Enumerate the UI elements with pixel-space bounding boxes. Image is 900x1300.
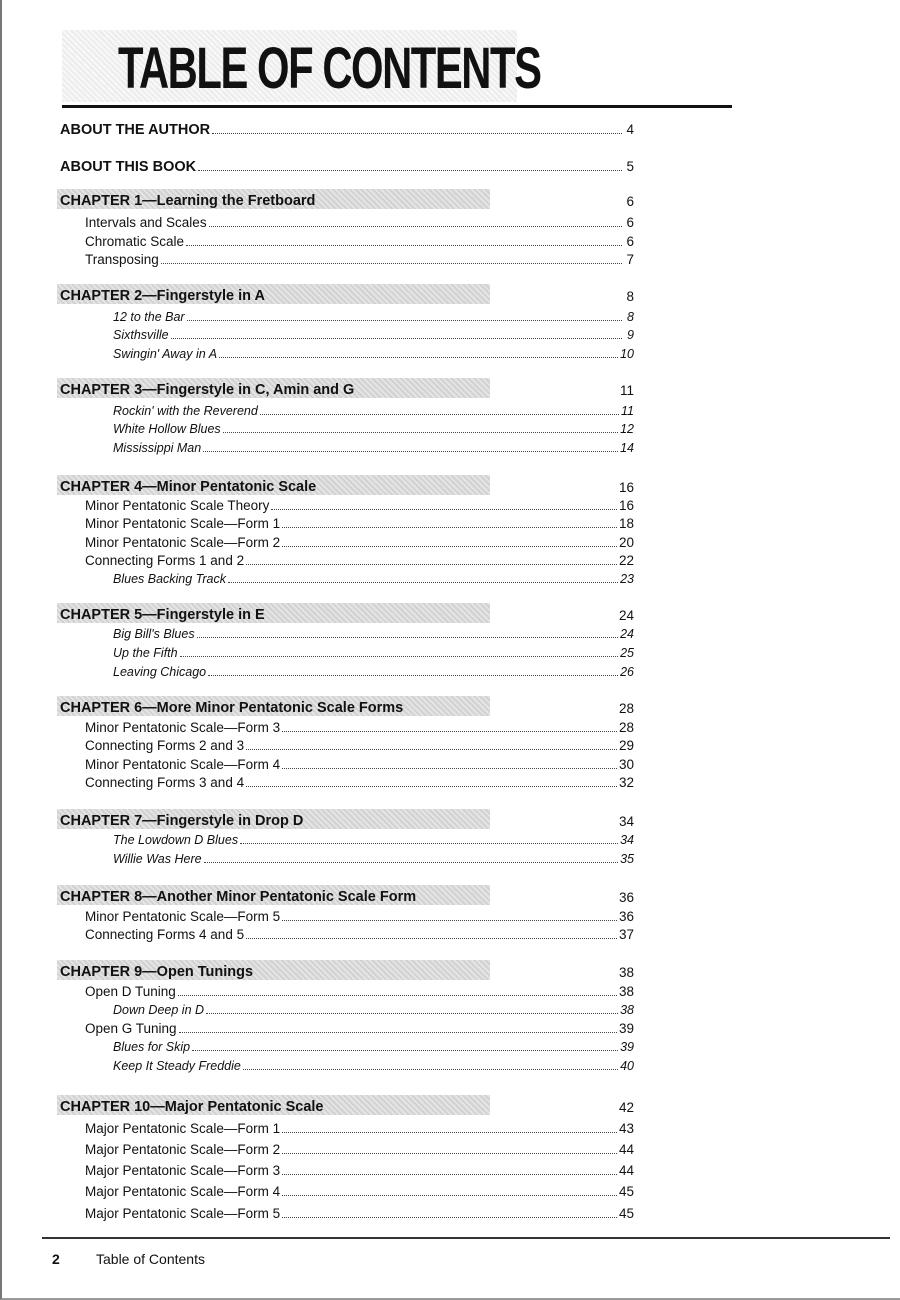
toc-entry-label: Down Deep in D	[113, 1003, 205, 1017]
toc-entry[interactable]	[85, 753, 634, 773]
toc-entry-page: 12	[620, 422, 634, 436]
dot-leader	[206, 1013, 618, 1014]
toc-entry-label: Major Pentatonic Scale—Form 1	[85, 1121, 281, 1136]
toc-entry[interactable]	[85, 211, 634, 231]
toc-entry-label: Connecting Forms 3 and 4	[85, 775, 245, 790]
toc-entry[interactable]	[85, 1180, 634, 1200]
dot-leader	[282, 731, 617, 732]
toc-entry-page: 28	[618, 701, 634, 716]
toc-entry-label: Minor Pentatonic Scale—Form 2	[85, 535, 281, 550]
toc-chapter-entry[interactable]	[60, 379, 634, 399]
toc-entry-page: 37	[618, 927, 634, 942]
toc-entry-page: 26	[620, 665, 634, 679]
toc-entry-page: 40	[620, 1059, 634, 1073]
toc-entry-label: Mississippi Man	[113, 441, 202, 455]
toc-entry[interactable]	[85, 531, 634, 551]
dot-leader	[240, 843, 618, 844]
toc-chapter-entry[interactable]	[60, 697, 634, 717]
toc-entry-page: 11	[621, 404, 634, 418]
dot-leader	[223, 432, 618, 433]
toc-entry-page: 35	[620, 852, 634, 866]
dot-leader	[260, 414, 619, 415]
toc-entry-label: CHAPTER 6—More Minor Pentatonic Scale Forms	[60, 700, 404, 716]
toc-entry[interactable]	[85, 494, 634, 514]
dot-leader	[246, 564, 617, 565]
toc-entry-page: 36	[618, 890, 634, 905]
toc-entry[interactable]	[113, 998, 634, 1018]
toc-entry-page: 6	[626, 215, 634, 230]
toc-entry[interactable]	[85, 549, 634, 569]
toc-entry-page: 6	[626, 234, 634, 249]
toc-entry[interactable]	[113, 417, 634, 437]
toc-entry-page: 9	[627, 328, 634, 342]
toc-entry-page: 38	[620, 1003, 634, 1017]
toc-entry[interactable]	[60, 155, 634, 175]
dot-leader	[178, 995, 617, 996]
toc-entry-label: CHAPTER 3—Fingerstyle in C, Amin and G	[60, 382, 355, 398]
toc-entry-label: CHAPTER 9—Open Tunings	[60, 964, 254, 980]
toc-entry-label: CHAPTER 7—Fingerstyle in Drop D	[60, 813, 304, 829]
dot-leader	[282, 768, 617, 769]
toc-entry-label: The Lowdown D Blues	[113, 833, 239, 847]
toc-chapter-entry[interactable]	[60, 190, 634, 210]
toc-entry-page: 14	[620, 441, 634, 455]
toc-entry-label: Transposing	[85, 252, 159, 267]
toc-entry-page: 24	[618, 608, 634, 623]
dot-leader	[212, 133, 622, 134]
toc-entry-label: Willie Was Here	[113, 852, 202, 866]
toc-entry-label: Leaving Chicago	[113, 665, 207, 679]
toc-entry-page: 44	[618, 1163, 634, 1178]
toc-entry-label: Minor Pentatonic Scale—Form 5	[85, 909, 281, 924]
toc-entry-page: 7	[626, 252, 634, 267]
toc-entry[interactable]	[113, 1035, 634, 1055]
toc-entry-label: Swingin' Away in A	[113, 347, 218, 361]
toc-entry-label: Major Pentatonic Scale—Form 4	[85, 1184, 281, 1199]
dot-leader	[187, 320, 622, 321]
toc-entry[interactable]	[113, 660, 634, 680]
dot-leader	[246, 749, 617, 750]
toc-entry[interactable]	[85, 512, 634, 532]
toc-entry[interactable]	[85, 1017, 634, 1037]
toc-entry-page: 29	[618, 738, 634, 753]
toc-entry-page: 25	[620, 646, 634, 660]
toc-entry[interactable]	[85, 230, 634, 250]
toc-chapter-entry[interactable]	[60, 604, 634, 624]
toc-entry-page: 42	[618, 1100, 634, 1115]
toc-chapter-entry[interactable]	[60, 810, 634, 830]
toc-entry-page: 45	[618, 1206, 634, 1221]
toc-entry-page: 8	[626, 289, 634, 304]
toc-entry[interactable]	[85, 248, 634, 268]
dot-leader	[179, 1032, 617, 1033]
toc-entry[interactable]	[85, 1202, 634, 1222]
dot-leader	[246, 786, 617, 787]
toc-entry-label: Minor Pentatonic Scale Theory	[85, 498, 270, 513]
toc-entry[interactable]	[85, 771, 634, 791]
dot-leader	[219, 357, 618, 358]
toc-entry[interactable]	[113, 847, 634, 867]
toc-entry-label: CHAPTER 2—Fingerstyle in A	[60, 288, 265, 304]
page-title: TABLE OF CONTENTS	[118, 36, 541, 101]
dot-leader	[171, 338, 622, 339]
toc-entry-page: 34	[618, 814, 634, 829]
toc-entry[interactable]	[85, 905, 634, 925]
toc-entry[interactable]	[85, 716, 634, 736]
toc-entry-label: Rockin' with the Reverend	[113, 404, 258, 418]
dot-leader	[282, 920, 617, 921]
toc-entry-page: 24	[620, 627, 634, 641]
dot-leader	[282, 1132, 617, 1133]
toc-entry-label: Chromatic Scale	[85, 234, 185, 249]
toc-entry[interactable]	[113, 342, 634, 362]
toc-entry-label: CHAPTER 10—Major Pentatonic Scale	[60, 1099, 324, 1115]
toc-entry[interactable]	[113, 436, 634, 456]
toc-entry-page: 5	[626, 159, 634, 174]
toc-entry-page: 36	[618, 909, 634, 924]
toc-entry-label: Up the Fifth	[113, 646, 178, 660]
toc-entry[interactable]	[113, 641, 634, 661]
toc-entry-page: 20	[618, 535, 634, 550]
toc-entry-label: Blues for Skip	[113, 1040, 191, 1054]
dot-leader	[246, 938, 617, 939]
dot-leader	[282, 527, 617, 528]
toc-entry[interactable]	[85, 1159, 634, 1179]
toc-chapter-entry[interactable]	[60, 1096, 634, 1116]
toc-entry-label: White Hollow Blues	[113, 422, 221, 436]
toc-entry-label: Big Bill's Blues	[113, 627, 195, 641]
toc-entry-page: 16	[618, 480, 634, 495]
toc-entry-page: 32	[618, 775, 634, 790]
dot-leader	[197, 637, 619, 638]
toc-entry[interactable]	[113, 567, 634, 587]
toc-entry[interactable]	[113, 399, 634, 419]
toc-entry-label: Major Pentatonic Scale—Form 2	[85, 1142, 281, 1157]
toc-entry-page: 8	[627, 310, 634, 324]
toc-entry-label: ABOUT THE AUTHOR	[60, 122, 211, 138]
dot-leader	[203, 451, 618, 452]
toc-entry[interactable]	[113, 828, 634, 848]
toc-entry[interactable]	[85, 1117, 634, 1137]
dot-leader	[228, 582, 618, 583]
footer-running-title: Table of Contents	[96, 1251, 205, 1267]
toc-entry-page: 22	[618, 553, 634, 568]
toc-entry-page: 44	[618, 1142, 634, 1157]
toc-entry-page: 6	[626, 194, 634, 209]
toc-entry-label: 12 to the Bar	[113, 310, 185, 324]
toc-entry-label: Minor Pentatonic Scale—Form 4	[85, 757, 281, 772]
dot-leader	[192, 1050, 618, 1051]
toc-entry[interactable]	[60, 118, 634, 138]
toc-entry-label: CHAPTER 8—Another Minor Pentatonic Scale Form	[60, 889, 417, 905]
dot-leader	[198, 170, 622, 171]
toc-entry-label: Minor Pentatonic Scale—Form 1	[85, 516, 281, 531]
toc-entry[interactable]	[85, 734, 634, 754]
toc-entry[interactable]	[113, 323, 634, 343]
toc-entry-label: Connecting Forms 2 and 3	[85, 738, 245, 753]
toc-chapter-entry[interactable]	[60, 961, 634, 981]
toc-entry-label: Blues Backing Track	[113, 572, 227, 586]
toc-entry-page: 18	[618, 516, 634, 531]
dot-leader	[209, 226, 622, 227]
dot-leader	[180, 656, 618, 657]
toc-entry-label: Keep It Steady Freddie	[113, 1059, 241, 1073]
dot-leader	[208, 675, 618, 676]
toc-entry-label: Connecting Forms 4 and 5	[85, 927, 245, 942]
toc-entry[interactable]	[85, 980, 634, 1000]
toc-chapter-entry[interactable]	[60, 886, 634, 906]
toc-entry[interactable]	[85, 923, 634, 943]
dot-leader	[282, 1174, 617, 1175]
toc-entry-page: 45	[618, 1184, 634, 1199]
toc-entry-label: Minor Pentatonic Scale—Form 3	[85, 720, 281, 735]
toc-entry-page: 39	[620, 1040, 634, 1054]
toc-entry-label: Major Pentatonic Scale—Form 5	[85, 1206, 281, 1221]
toc-entry-label: ABOUT THIS BOOK	[60, 159, 197, 175]
toc-entry-page: 43	[618, 1121, 634, 1136]
toc-entry-label: Intervals and Scales	[85, 215, 207, 230]
toc-entry[interactable]	[113, 305, 634, 325]
dot-leader	[243, 1069, 618, 1070]
toc-chapter-entry[interactable]	[60, 285, 634, 305]
toc-chapter-entry[interactable]	[60, 476, 634, 496]
dot-leader	[271, 509, 617, 510]
toc-entry[interactable]	[113, 622, 634, 642]
toc-entry[interactable]	[113, 1054, 634, 1074]
dot-leader	[282, 1195, 617, 1196]
toc-entry-page: 23	[620, 572, 634, 586]
dot-leader	[161, 263, 622, 264]
toc-entry-label: Open G Tuning	[85, 1021, 177, 1036]
dot-leader	[186, 245, 622, 246]
toc-entry-page: 30	[618, 757, 634, 772]
toc-entry-page: 38	[618, 965, 634, 980]
footer-page-number: 2	[52, 1251, 60, 1267]
toc-entry-label: Sixthsville	[113, 328, 169, 342]
toc-entry-page: 4	[626, 122, 634, 137]
dot-leader	[282, 1217, 617, 1218]
dot-leader	[282, 546, 617, 547]
toc-entry-page: 39	[618, 1021, 634, 1036]
dot-leader	[282, 1153, 617, 1154]
toc-entry-label: CHAPTER 4—Minor Pentatonic Scale	[60, 479, 317, 495]
toc-entry-page: 34	[620, 833, 634, 847]
toc-entry-label: Major Pentatonic Scale—Form 3	[85, 1163, 281, 1178]
toc-entry-page: 11	[619, 383, 634, 398]
toc-entry-label: CHAPTER 1—Learning the Fretboard	[60, 193, 316, 209]
footer-rule	[42, 1237, 890, 1239]
toc-entry[interactable]	[85, 1138, 634, 1158]
toc-entry-label: Open D Tuning	[85, 984, 176, 999]
toc-entry-label: CHAPTER 5—Fingerstyle in E	[60, 607, 265, 623]
toc-entry-page: 38	[618, 984, 634, 999]
toc-entry-page: 16	[618, 498, 634, 513]
toc-entry-page: 10	[620, 347, 634, 361]
toc-entry-page: 28	[618, 720, 634, 735]
dot-leader	[204, 862, 619, 863]
toc-entry-label: Connecting Forms 1 and 2	[85, 553, 245, 568]
